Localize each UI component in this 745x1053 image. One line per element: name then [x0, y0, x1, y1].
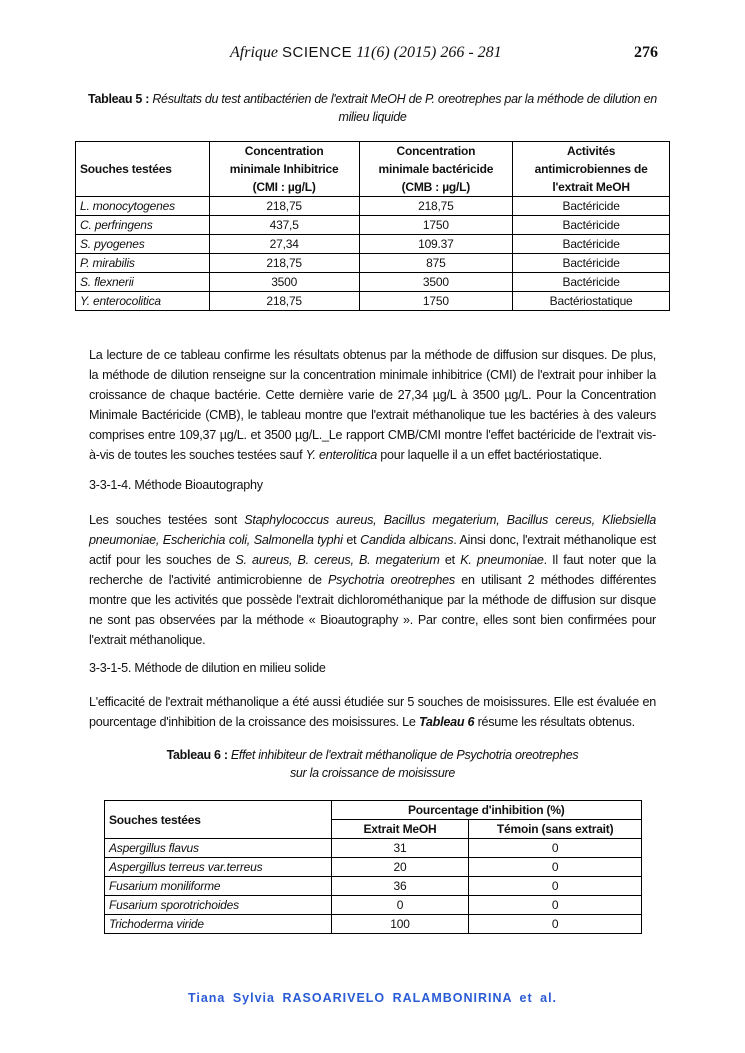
table6-header-row: [105, 801, 642, 820]
table-row: Y. enterocolitica 218,75 1750 Bactériostatique: [76, 292, 670, 311]
table5: [75, 141, 670, 311]
table6-caption-line2: sur la croissance de moisissure: [289, 766, 456, 780]
table-row: Aspergillus terreus var.terreus 20 0: [105, 858, 642, 877]
table-row: Fusarium sporotrichoides 0 0: [105, 896, 642, 915]
table6-caption: [100, 746, 645, 782]
paragraph-bioautography: Les souches testées sont Staphylococcus aureus, Bacillus megaterium, Bacillus cereus, Kliebsiella pneumoniae, Escherichia coli, Salmonella typhi et Candida albicans. Ainsi donc, l'extrait méthanolique est actif pour les souches de S. aureus, B. cereus, B. megaterium et K. pneumoniae. Il faut noter que la recherche de l'activité antimicrobienne de Psychotria oreotrephes en utilisant 2 méthodes différentes montre que les activités que possède l'extrait dichlorométhanique par la méthode de diffusion sur disque ne sont pas observées par la méthode « Bioautography ». Par contre, elles sont bien confirmées pour l'extrait méthanolique.: [89, 513, 657, 647]
table6-header-inhibition: Pourcentage d'inhibition (%): [331, 801, 641, 820]
running-header: [0, 44, 745, 68]
table6-caption-label: Tableau 6 :: [166, 748, 228, 762]
table-row: Aspergillus flavus 31 0: [105, 839, 642, 858]
table5-header-cmi: Concentration minimale Inhibitrice (CMI : µg/L): [209, 142, 359, 197]
paragraph-table5-discussion: La lecture de ce tableau confirme les résultats obtenus par la méthode de diffusion sur disques. De plus, la méthode de dilution renseigne sur la concentration minimale inhibitrice (CMI) de l'extrait pour inhiber la croissance de chaque bactérie. Cette dernière varie de 27,34 µg/L à 3500 µg/L. Pour la Concentration Minimale Bactéricide (CMB), le tableau montre que l'extrait méthanolique tue les bactéries à des valeurs comprises entre 109,37 µg/L. et 3500 µg/L._Le rapport CMB/CMI montre l'effet bactéricide de l'extrait vis-à-vis de toutes les souches testées sauf Y. enterolitica pour laquelle il a un effet bactériostatique.: [89, 348, 656, 462]
table6: [104, 800, 642, 934]
table5-header-strains: Souches testées: [76, 142, 210, 197]
table-row: C. perfringens 437,5 1750 Bactéricide: [76, 216, 670, 235]
table6-header-extract: Extrait MeOH: [331, 820, 469, 839]
table-row: P. mirabilis 218,75 875 Bactéricide: [76, 254, 670, 273]
table-row: S. pyogenes 27,34 109.37 Bactéricide: [76, 235, 670, 254]
table-row: L. monocytogenes 218,75 218,75 Bactéricide: [76, 197, 670, 216]
table6-caption-line1: Effet inhibiteur de l'extrait méthanolique de Psychotria oreotrephes: [230, 748, 579, 762]
page-number: 276: [634, 44, 658, 61]
table-row: S. flexnerii 3500 3500 Bactéricide: [76, 273, 670, 292]
paragraph-solid-dilution: L'efficacité de l'extrait méthanolique a été aussi étudiée sur 5 souches de moisissures. Elle est évaluée en pourcentage d'inhibition de la croissance des moisissures. Le Tableau 6 résume les résultats obtenus.: [89, 695, 656, 729]
table6-header-control: Témoin (sans extrait): [469, 820, 642, 839]
section-heading-bioautography: 3-3-1-4. Méthode Bioautography: [89, 478, 263, 492]
journal-name-caps: SCIENCE: [282, 44, 353, 61]
table5-caption-text: Résultats du test antibactérien de l'extrait MeOH de P. oreotrephes par la méthode de dilution en milieu liquide: [152, 92, 657, 124]
table5-caption-label: Tableau 5 :: [88, 92, 150, 106]
table-row: Fusarium moniliforme 36 0: [105, 877, 642, 896]
journal-name: Afrique: [230, 44, 278, 61]
table6-header-strains: Souches testées: [105, 801, 332, 839]
table-row: Trichoderma viride 100 0: [105, 915, 642, 934]
table5-header-cmb: Concentration minimale bactéricide (CMB : µg/L): [359, 142, 513, 197]
table5-caption: [80, 90, 665, 126]
section-heading-solid-dilution: 3-3-1-5. Méthode de dilution en milieu solide: [89, 661, 326, 675]
author-footer: Tiana Sylvia RASOARIVELO RALAMBONIRINA et al.: [187, 991, 558, 1005]
citation: 11(6) (2015) 266 - 281: [356, 44, 502, 61]
table5-header-row: [76, 142, 670, 197]
journal-citation: [230, 44, 502, 62]
table5-header-activity: Activités antimicrobiennes de l'extrait MeOH: [513, 142, 670, 197]
